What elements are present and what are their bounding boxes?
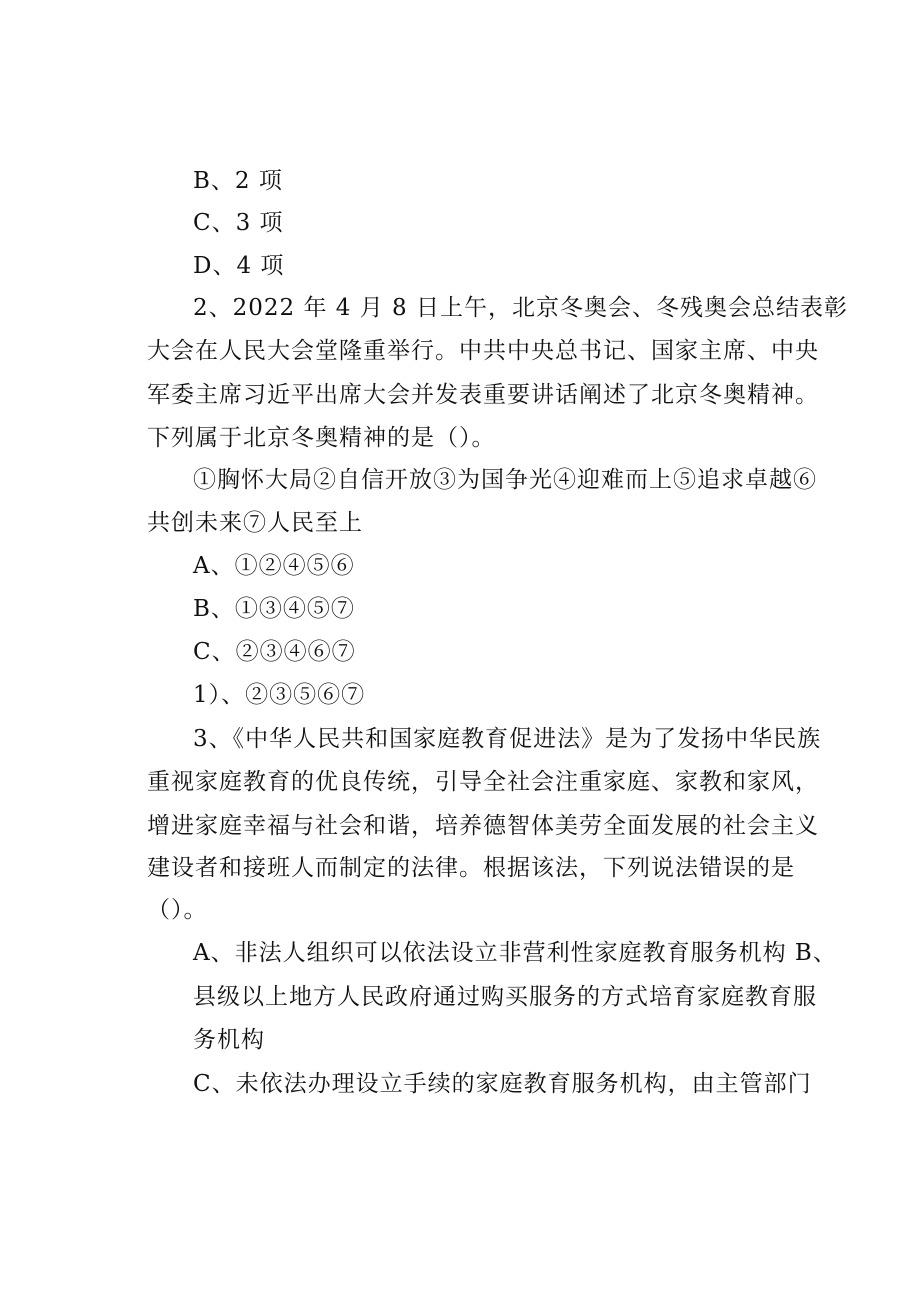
q3-option-a-line-1: A、非法人组织可以依法设立非营利性家庭教育服务机构 B、 <box>193 940 837 966</box>
q2-stem-line-2: 大会在人民大会堂隆重举行。中共中央总书记、国家主席、中央 <box>147 338 819 364</box>
q2-items-line-2: 共创未来⑦人民至上 <box>147 510 363 536</box>
q3-stem-line-3: 增进家庭幸福与社会和谐，培养德智体美劳全面发展的社会主义 <box>147 813 819 839</box>
q2-stem-line-4: 下列属于北京冬奥精神的是（）。 <box>147 425 496 451</box>
q1-option-b: B、2 项 <box>193 168 283 194</box>
q3-option-c-line-1: C、未依法办理设立手续的家庭教育服务机构，由主管部门 <box>193 1071 812 1097</box>
q2-stem-line-3: 军委主席习近平出席大会并发表重要讲话阐述了北京冬奥精神。 <box>147 382 819 408</box>
q3-stem-line-5: （）。 <box>147 897 208 923</box>
q2-items-line-1: ①胸怀大局②自信开放③为国争光④迎难而上⑤追求卓越⑥ <box>193 467 817 493</box>
q2-option-b: B、①③④⑤⑦ <box>193 596 355 622</box>
q3-stem-line-4: 建设者和接班人而制定的法律。根据该法，下列说法错误的是 <box>147 855 795 881</box>
q3-option-a-line-2: 县级以上地方人民政府通过购买服务的方式培育家庭教育服 <box>193 984 817 1010</box>
q3-stem-line-1: 3、《中华人民共和国家庭教育促进法》是为了发扬中华民族 <box>193 726 822 752</box>
q2-option-c: C、②③④⑥⑦ <box>193 639 356 665</box>
q1-option-d: D、4 项 <box>193 253 285 279</box>
q2-option-a: A、①②④⑤⑥ <box>193 553 355 579</box>
q3-option-a-line-3: 务机构 <box>193 1027 265 1053</box>
q3-stem-line-2: 重视家庭教育的优良传统，引导全社会注重家庭、家教和家风， <box>147 769 819 795</box>
q2-stem-line-1: 2、2022 年 4 月 8 日上午，北京冬奥会、冬残奥会总结表彰 <box>193 295 848 321</box>
q1-option-c: C、3 项 <box>193 210 284 236</box>
q2-option-d: 1）、②③⑤⑥⑦ <box>193 682 366 708</box>
